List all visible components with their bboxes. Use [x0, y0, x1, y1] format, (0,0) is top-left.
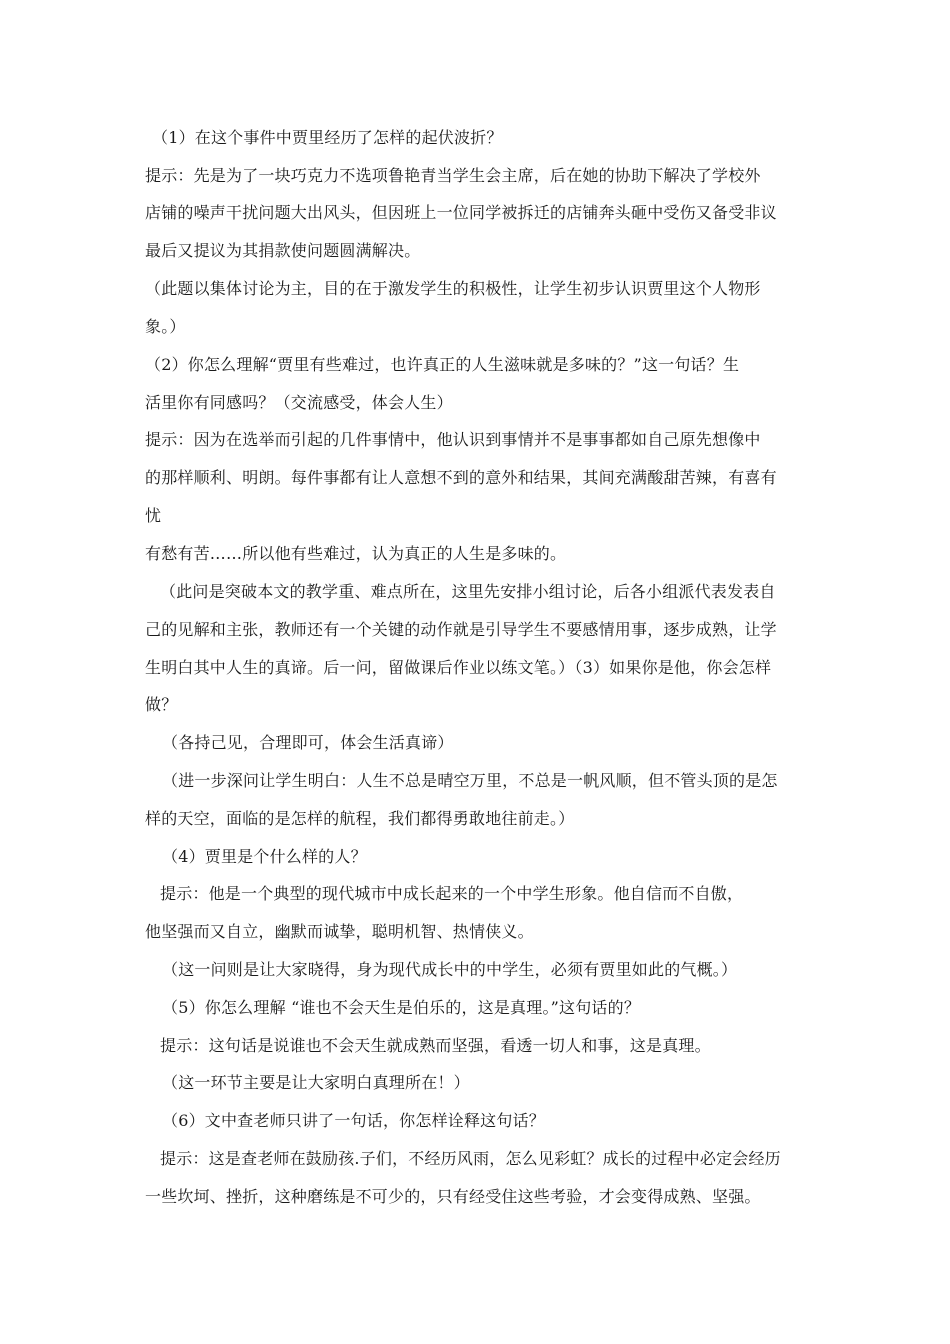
- hint-1-line-1: 提示：先是为了一块巧克力不选项鲁艳青当学生会主席，后在她的协助下解决了学校外: [145, 166, 761, 185]
- note-1-line-2: 象。）: [145, 317, 186, 336]
- note-3-line-2: 样的天空，面临的是怎样的航程，我们都得勇敢地往前走。）: [145, 809, 575, 828]
- note-2-line-3: 生明白其中人生的真谛。后一问，留做课后作业以练文笔。）（3）如果你是他，你会怎样: [145, 658, 772, 677]
- question-2-line-2: 活里你有同感吗？（交流感受，体会人生）: [145, 393, 453, 412]
- question-1-line: （1）在这个事件中贾里经历了怎样的起伏波折？: [152, 128, 503, 147]
- hint-6-line-1: 提示：这是查老师在鼓励孩.子们，不经历风雨，怎么见彩虹？成长的过程中必定会经历: [160, 1149, 781, 1168]
- hint-2-line-4: 有愁有苦……所以他有些难过，认为真正的人生是多味的。: [145, 544, 567, 563]
- question-6-line: （6）文中查老师只讲了一句话，你怎样诠释这句话？: [162, 1111, 545, 1130]
- note-2-line-4: 做？: [145, 695, 178, 714]
- hint-2-line-3: 忧: [145, 506, 162, 525]
- note-5-line: （这一环节主要是让大家明白真理所在！）: [162, 1073, 470, 1092]
- hint-4-line-1: 提示：他是一个典型的现代城市中成长起来的一个中学生形象。他自信而不自傲，: [160, 884, 744, 903]
- hint-6-line-2: 一些坎坷、挫折，这种磨练是不可少的，只有经受住这些考验，才会变得成熟、坚强。: [145, 1187, 761, 1206]
- question-5-line: （5）你怎么理解 “谁也不会天生是伯乐的，这是真理。”这句话的？: [162, 998, 641, 1017]
- question-4-line: （4）贾里是个什么样的人？: [162, 847, 367, 866]
- hint-5-line: 提示：这句话是说谁也不会天生就成熟而坚强，看透一切人和事，这是真理。: [160, 1036, 711, 1055]
- hint-1-line-3: 最后又提议为其捐款使问题圆满解决。: [145, 241, 421, 260]
- note-2-line-1: （此问是突破本文的教学重、难点所在，这里先安排小组讨论，后各小组派代表发表自: [160, 582, 776, 601]
- note-4-line: （这一问则是让大家晓得，身为现代成长中的中学生，必须有贾里如此的气概。）: [162, 960, 738, 979]
- note-1-line-1: （此题以集体讨论为主，目的在于激发学生的积极性，让学生初步认识贾里这个人物形: [145, 279, 761, 298]
- note-2-line-2: 己的见解和主张，教师还有一个关键的动作就是引导学生不要感情用事，逐步成熟，让学: [145, 620, 777, 639]
- question-2-line-1: （2）你怎么理解“贾里有些难过，也许真正的人生滋味就是多味的？”这一句话？生: [145, 355, 740, 374]
- hint-2-line-1: 提示：因为在选举而引起的几件事情中，他认识到事情并不是事事都如自己原先想像中: [145, 430, 761, 449]
- question-3-answer: （各持己见，合理即可，体会生活真谛）: [162, 733, 454, 752]
- hint-1-line-2: 店铺的噪声干扰问题大出风头，但因班上一位同学被拆迁的店铺奔头砸中受伤又备受非议: [145, 203, 777, 222]
- hint-2-line-2: 的那样顺利、明朗。每件事都有让人意想不到的意外和结果，其间充满酸甜苦辣，有喜有: [145, 468, 777, 487]
- note-3-line-1: （进一步深问让学生明白：人生不总是晴空万里，不总是一帆风顺，但不管头顶的是怎: [162, 771, 778, 790]
- hint-4-line-2: 他坚强而又自立，幽默而诚挚，聪明机智、热情侠义。: [145, 922, 534, 941]
